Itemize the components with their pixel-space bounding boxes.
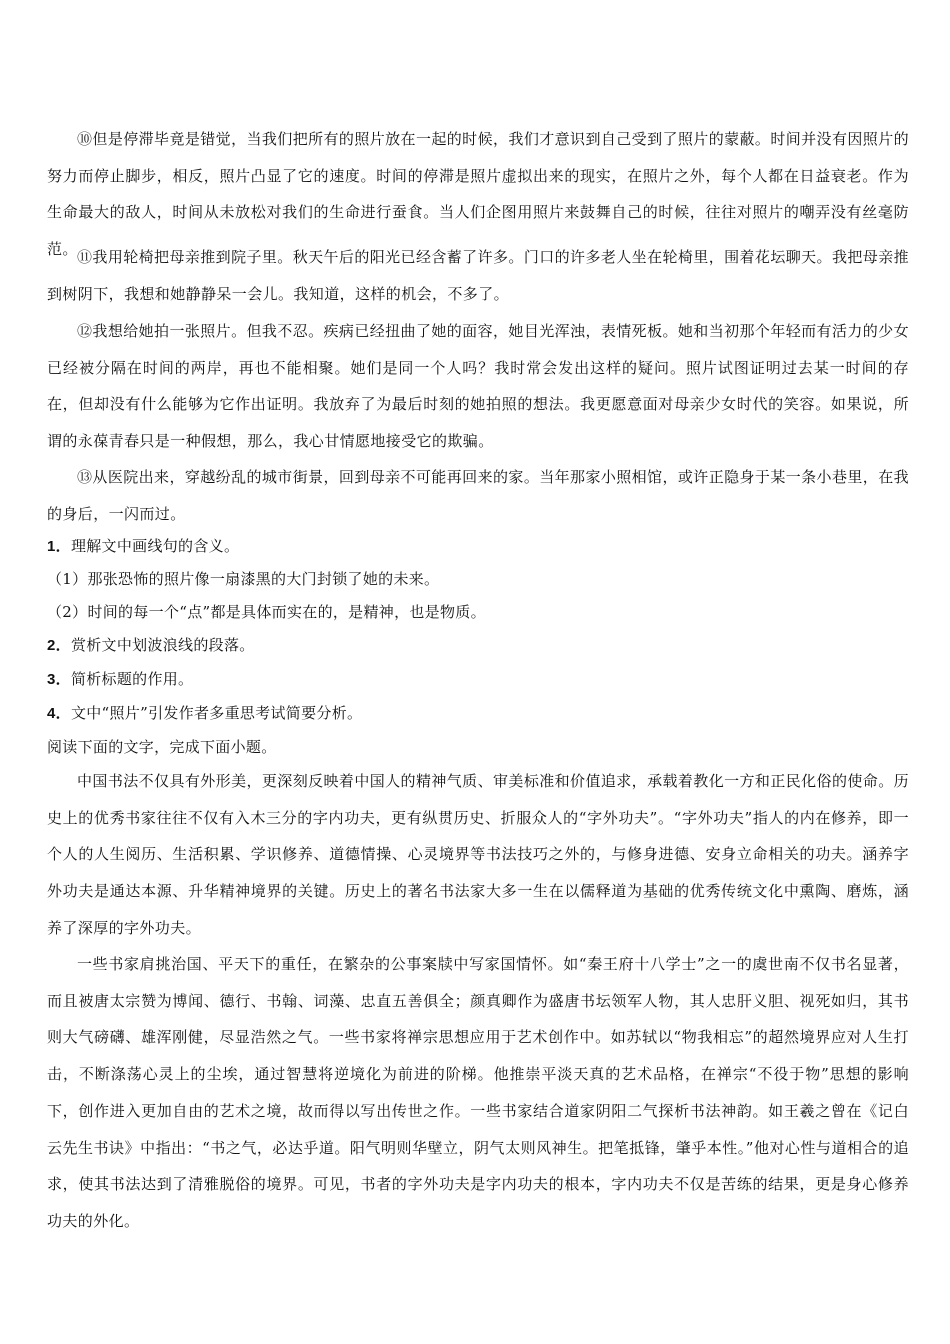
question-number: 1． [47, 538, 71, 555]
question-4 [47, 701, 909, 726]
question-text: （1）那张恐怖的照片像一扇漆黑的大门封锁了她的未来。 [47, 570, 440, 588]
question-1-sub-2 [47, 600, 909, 624]
essay-paragraph-1: 中国书法不仅具有外形美，更深刻反映着中国人的精神气质、审美标准和价值追求，承载着教化一方和正民化俗的使命。历史上的优秀书家往往不仅有入木三分的字内功夫，更有纵贯历史、折服众人的“字外功夫”。“字外功夫”指人的内在修养，即一个人的人生阅历、生活积累、学识修养、道德情操、心灵境界等书法技巧之外的，与修身进德、安身立命相关的功夫。涵养字外功夫是通达本源、升华精神境界的关键。历史上的著名书法家大多一生在以儒释道为基础的优秀传统文化中熏陶、磨炼，涵养了深厚的字外功夫。 [47, 772, 909, 937]
question-number: 3． [47, 671, 71, 688]
paragraph-13: ⑬从医院出来，穿越纷乱的城市街景，回到母亲不可能再回来的家。当年那家小照相馆，或许正隐身于某一条小巷里，在我的身后，一闪而过。 [47, 468, 909, 523]
paragraph-10: ⑩但是停滞毕竟是错觉，当我们把所有的照片放在一起的时候，我们才意识到自己受到了照片的蒙蔽。时间并没有因照片的努力而停止脚步，相反，照片凸显了它的速度。时间的停滞是照片虚拟出来的现实，在照片之外，每个人都在日益衰老。作为生命最大的敌人，时间从未放松对我们的生命进行蚕食。当人们企图用照片来鼓舞自己的时候，往往对照片的嘲弄没有丝毫防范。 [47, 130, 909, 259]
paragraph-12: ⑫我想给她拍一张照片。但我不忍。疾病已经扭曲了她的面容，她目光浑浊，表情死板。她和当初那个年轻而有活力的少女已经被分隔在时间的两岸，再也不能相聚。她们是同一个人吗？我时常会发出这样的疑问。照片试图证明过去某一时间的存在，但却没有什么能够为它作出证明。我放弃了为最后时刻的她拍照的想法。我更愿意面对母亲少女时代的笑容。如果说，所谓的永葆青春只是一种假想，那么，我心甘情愿地接受它的欺骗。 [47, 322, 909, 451]
question-1-sub-1 [47, 567, 909, 591]
question-number: 4． [47, 705, 71, 722]
question-text: 理解文中画线句的含义。 [70, 537, 240, 555]
question-text: （2）时间的每一个“点”都是具体而实在的，是精神，也是物质。 [47, 603, 486, 621]
question-number: 2． [47, 637, 71, 654]
question-3 [47, 667, 909, 692]
paragraph-11: ⑪我用轮椅把母亲推到院子里。秋天午后的阳光已经含蓄了许多。门口的许多老人坐在轮椅里，围着花坛聊天。我把母亲推到树阴下，我想和她静静呆一会儿。我知道，这样的机会，不多了。 [47, 248, 909, 303]
question-text: 简析标题的作用。 [70, 670, 194, 688]
question-1 [47, 534, 909, 559]
question-text: 文中“照片”引发作者多重思考试简要分析。 [70, 704, 363, 722]
essay-paragraph-2: 一些书家肩挑治国、平天下的重任，在繁杂的公事案牍中写家国情怀。如“秦王府十八学士”之一的虞世南不仅书名显著，而且被唐太宗赞为博闻、德行、书翰、词藻、忠直五善俱全；颜真卿作为盛唐书坛领军人物，其人忠肝义胆、视死如归，其书则大气磅礴、雄浑刚健，尽显浩然之气。一些书家将禅宗思想应用于艺术创作中。如苏轼以“物我相忘”的超然境界应对人生打击，不断涤荡心灵上的尘埃，通过智慧将逆境化为前进的阶梯。他推崇平淡天真的艺术品格，在禅宗“不役于物”思想的影响下，创作进入更加自由的艺术之境，故而得以写出传世之作。一些书家结合道家阴阳二气探析书法神韵。如王羲之曾在《记白云先生书诀》中指出：“书之气，必达乎道。阳气明则华壁立，阴气太则风神生。把笔抵锋，肇乎本性。”他对心性与道相合的追求，使其书法达到了清雅脱俗的境界。可见，书者的字外功夫是字内功夫的根本，字内功夫不仅是苦练的结果，更是身心修养功夫的外化。 [47, 955, 909, 1230]
question-2 [47, 633, 909, 658]
question-text: 赏析文中划波浪线的段落。 [70, 636, 255, 654]
reading-instruction: 阅读下面的文字，完成下面小题。 [47, 738, 277, 756]
